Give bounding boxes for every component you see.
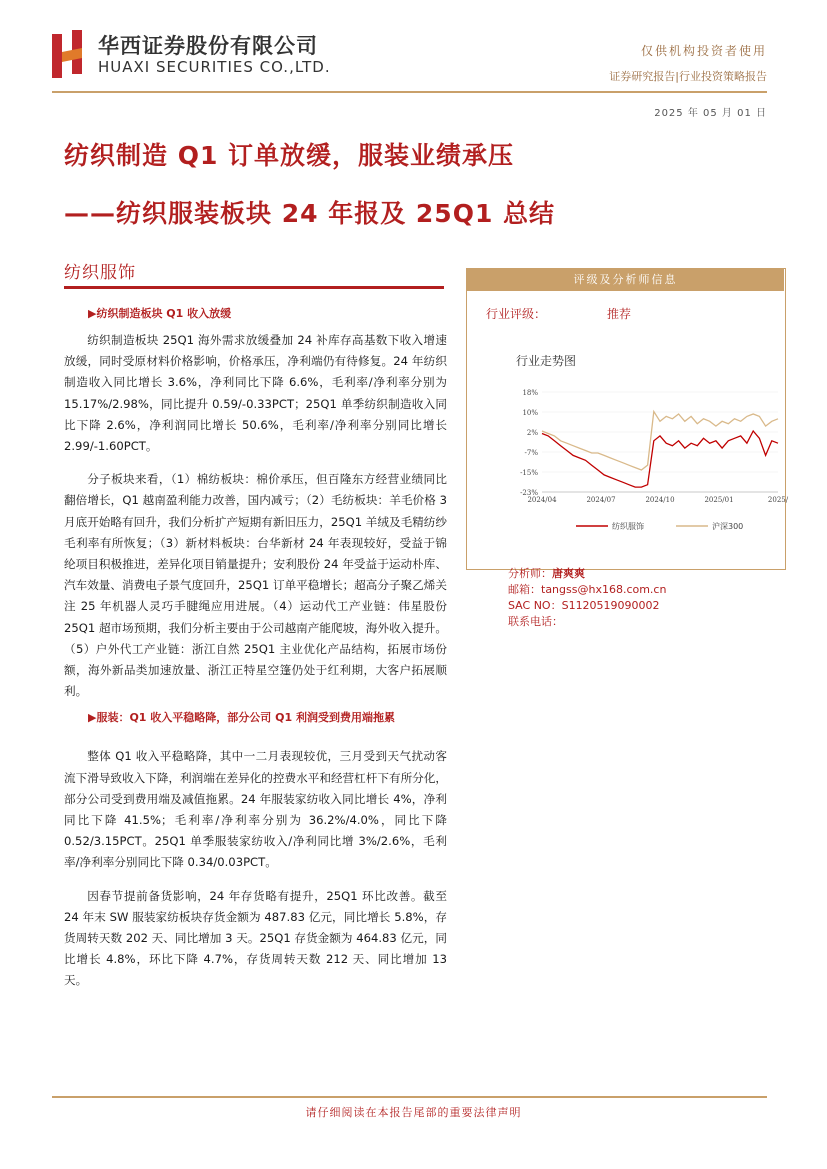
legend-label: 沪深300: [712, 522, 744, 531]
paragraph: 纺织制造板块 25Q1 海外需求放缓叠加 24 补库存高基数下收入增速放缓，同时受原材料价格影响，价格承压，净利端仍有待修复。24 年纺织制造收入同比增长 3.6%，净利同比下降 6.6%，毛利率/净利率分别为 15.17%/2.98%，同比提升 0.59/-0.33PCT；25Q1 单季纺织制造收入同比下降 2.6%，净利润同比增长 50.6%，毛利率/净利率分别同比增长 2.99/-1.60PCT。: [64, 333, 447, 454]
section-title: 纺织服饰: [64, 263, 136, 283]
analyst-phone: 联系电话：: [508, 615, 563, 628]
y-tick-label: 18%: [522, 389, 538, 397]
x-tick-label: 2024/07: [586, 496, 616, 504]
y-tick-label: 10%: [522, 409, 538, 417]
rating-label: 行业评级：: [486, 307, 547, 321]
report-subtitle: ——纺织服装板块 24 年报及 25Q1 总结: [64, 199, 556, 228]
trend-chart-title: 行业走势图: [516, 354, 577, 368]
analyst-sac: SAC NO：S1120519090002: [508, 599, 660, 612]
section-divider: [64, 286, 444, 289]
analyst-label: 分析师：: [508, 567, 552, 580]
subheading-apparel: ▶服装：Q1 收入平稳略降，部分公司 Q1 利润受到费用端拖累: [88, 711, 395, 725]
paragraph: 整体 Q1 收入平稳略降，其中一二月表现较优，三月受到天气扰动客流下滑导致收入下降，利润端在差异化的控费水平和经营杠杆下有所分化，部分公司受到费用端及减值拖累。24 年服装家纺收入同比增长 4%，净利同比下降 41.5%；毛利率/净利率分别为 36.2%/4.0%，同比下降 0.52/3.15PCT。25Q1 单季服装家纺收入/净利同比增 3%/2.6%，毛利率/净利率分别同比下降 0.34/0.03PCT。: [64, 749, 447, 870]
y-tick-label: -15%: [520, 469, 538, 477]
report-date: 2025 年 05 月 01 日: [654, 108, 767, 119]
analyst-info: [508, 566, 666, 630]
audience-note: 仅供机构投资者使用: [640, 44, 767, 58]
x-tick-label: 2024/04: [527, 496, 557, 504]
x-tick-label: 2025/01: [704, 496, 734, 504]
company-name-en: HUAXI SECURITIES CO.,LTD.: [98, 58, 331, 76]
rating-box-title: 评级及分析师信息: [467, 269, 784, 291]
paragraph: 因春节提前备货影响，24 年存货略有提升，25Q1 环比改善。截至 24 年末 SW 服装家纺板块存货金额为 487.83 亿元，同比增长 5.8%，存货周转天数 202 天、同比增加 3 天。25Q1 存货金额为 464.83 亿元，同比增长 4.8%，环比下降 4.7%，存货周转天数 212 天、同比增加 13 天。: [64, 888, 447, 988]
report-type: 证券研究报告|行业投资策略报告: [609, 70, 767, 83]
company-name-cn: 华西证券股份有限公司: [98, 34, 318, 58]
trend-chart: [506, 380, 789, 540]
x-tick-label: 2025/: [767, 496, 789, 504]
footer-divider: [52, 1096, 767, 1098]
analyst-email: 邮箱：tangss@hx168.com.cn: [508, 583, 667, 596]
analyst-name: 唐爽爽: [552, 567, 585, 580]
subheading-textile: ▶纺织制造板块 Q1 收入放缓: [88, 307, 232, 320]
legend-label: 纺织服饰: [612, 522, 644, 531]
legal-notice: 请仔细阅读在本报告尾部的重要法律声明: [305, 1106, 522, 1119]
y-tick-label: -7%: [524, 449, 538, 457]
series-line-textile: [542, 431, 778, 487]
company-logo-icon: [52, 30, 88, 78]
series-line-hs300: [542, 412, 778, 471]
body-text: [64, 300, 447, 992]
y-tick-label: 2%: [526, 429, 538, 437]
paragraph: 分子板块来看，（1）棉纺板块：棉价承压，但百隆东方经营业绩同比翻倍增长，Q1 越南盈利能力改善，国内减亏；（2）毛纺板块：羊毛价格 3 月底开始略有回升，我们分析扩产短期有新旧压力，25Q1 羊绒及毛精纺纱毛利率有所恢复；（3）新材料板块：台华新材 24 年表现较好，受益于锦纶项目积极推进，差异化项目销量提升；安利股份 24 年受益于运动朴库、汽车效量、消费电子景气度回升，25Q1 订单平稳增长；超高分子聚乙烯关注 25 年机器人灵巧手腱绳应用进展。（4）运动代工产业链：伟星股份 25Q1 超市场预期，我们分析主要由于公司越南产能爬坡，海外收入提升。（5）户外代工产业链：浙江自然 25Q1 主业优化产品结构，拓展市场份额，海外新品类加速放量、浙江正特星空篷仍处于红利期，大客户拓展顺利。: [64, 472, 447, 699]
report-title: 纺织制造 Q1 订单放缓，服装业绩承压: [64, 141, 515, 170]
header-divider: [52, 91, 767, 93]
y-tick-label: -23%: [520, 489, 538, 497]
x-tick-label: 2024/10: [645, 496, 675, 504]
rating-value: 推荐: [607, 307, 632, 321]
